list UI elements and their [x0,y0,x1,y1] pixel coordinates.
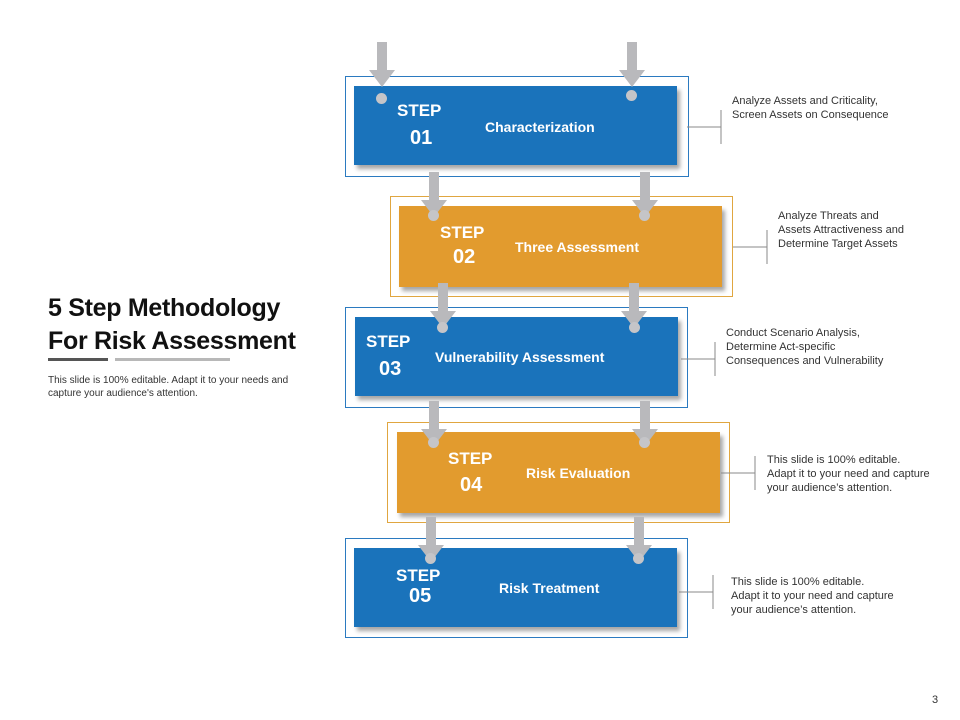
slide-description [48,374,328,400]
connector-dot [629,322,640,333]
step-2-name: Three Assessment [515,239,639,255]
connector-dot [437,322,448,333]
step-2-note [778,209,904,251]
step-3-note-line-2: Determine Act-specific [726,341,836,353]
bracket-connector [687,110,725,144]
title-underline-dark [48,358,108,361]
step-5-word: STEP [396,566,441,585]
step-5-note-line-3: your audience’s attention. [731,604,857,616]
step-1-note-line-1: Analyze Assets and Criticality, [732,95,878,107]
step-1-note-line-2: Screen Assets on Consequence [732,109,889,121]
step-5-note [731,575,894,617]
page-number: 3 [932,694,939,706]
step-4-number: 04 [460,474,483,496]
title-underline-light [115,358,230,361]
bracket-connector [733,230,771,264]
connector-dot [626,90,637,101]
step-2-box [399,206,722,287]
step-5-note-line-1: This slide is 100% editable. [731,576,865,588]
step-4-note-line-1: This slide is 100% editable. [767,454,901,466]
connector-dot [376,93,387,104]
step-3-note-line-1: Conduct Scenario Analysis, [726,327,860,339]
slide-description-line-2: capture your audience's attention. [48,388,198,399]
step-1-note [732,94,889,122]
step-2-word: STEP [440,223,485,242]
bracket-connector [679,575,717,609]
step-1-word: STEP [397,101,442,120]
step-2-note-line-2: Assets Attractiveness and [778,224,904,236]
step-2-note-line-3: Determine Target Assets [778,238,898,250]
bracket-connector [721,456,759,490]
connector-dot [428,437,439,448]
step-3-name: Vulnerability Assessment [435,349,605,365]
step-4-name: Risk Evaluation [526,465,631,481]
step-2-note-line-1: Analyze Threats and [778,210,879,222]
step-5-name: Risk Treatment [499,580,600,596]
slide-title-line-2: For Risk Assessment [48,327,296,355]
slide-description-line-1: This slide is 100% editable. Adapt it to your needs and [48,375,289,386]
slide-title-line-1: 5 Step Methodology [48,294,281,322]
step-4-word: STEP [448,449,493,468]
step-3-note-line-3: Consequences and Vulnerability [726,355,884,367]
step-1-name: Characterization [485,119,595,135]
step-3-number: 03 [379,358,402,380]
connector-dot [425,553,436,564]
step-3-word: STEP [366,332,411,351]
down-arrow-icon [619,42,645,87]
step-3-note [726,326,883,368]
step-2-number: 02 [453,246,476,268]
bracket-connector [681,342,719,376]
step-4-note [767,453,930,495]
step-4-note-line-3: your audience’s attention. [767,482,893,494]
down-arrow-icon [369,42,395,87]
connector-dot [639,437,650,448]
step-4-note-line-2: Adapt it to your need and capture [767,468,930,480]
step-1-number: 01 [410,127,433,149]
step-5-number: 05 [409,585,432,607]
connector-dot [639,210,650,221]
step-5-note-line-2: Adapt it to your need and capture [731,590,894,602]
slide-title [48,292,296,358]
connector-dot [633,553,644,564]
connector-dot [428,210,439,221]
